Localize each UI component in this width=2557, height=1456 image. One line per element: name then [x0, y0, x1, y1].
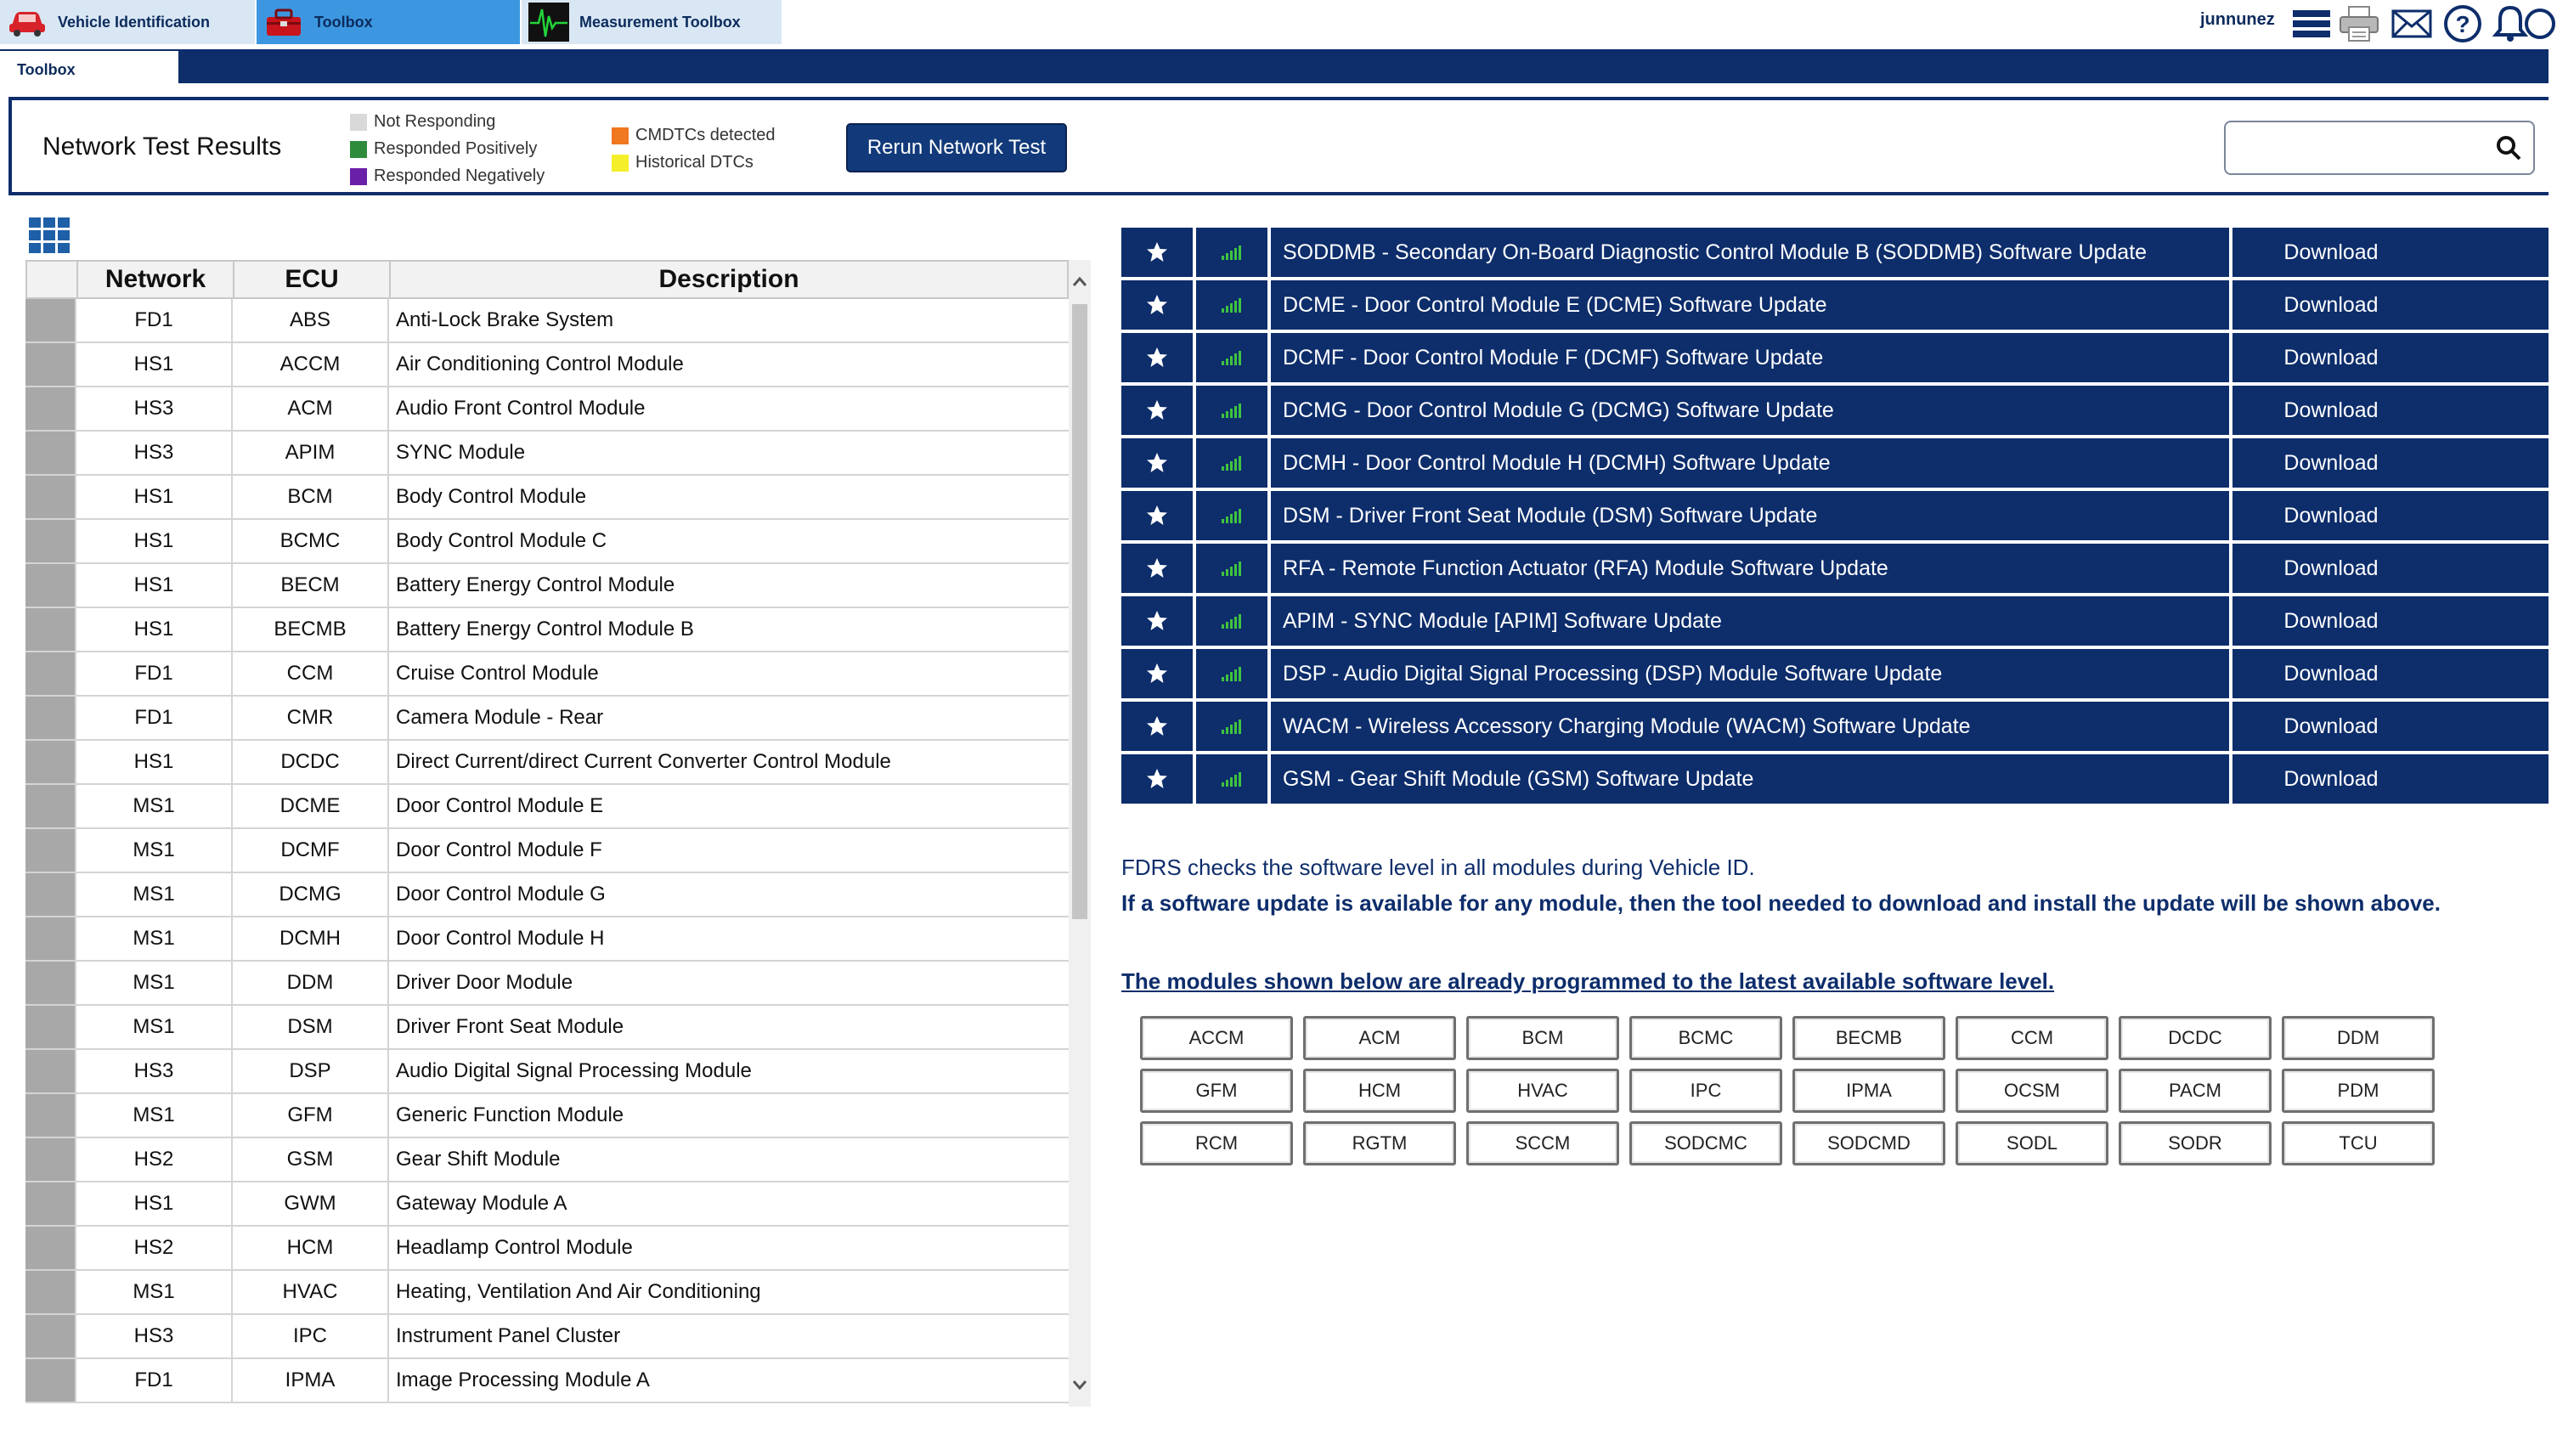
favorite-star-icon[interactable]: [1121, 596, 1196, 646]
update-description: DCMH - Door Control Module H (DCMH) Software Update: [1271, 438, 2232, 488]
cell-network: HS3: [76, 1315, 233, 1357]
settings-icon[interactable]: [2532, 5, 2549, 42]
update-row[interactable]: [1121, 438, 2549, 488]
search-input[interactable]: [2236, 133, 2482, 163]
toolbox-icon: [262, 3, 306, 42]
update-row[interactable]: [1121, 702, 2549, 751]
signal-strength-icon: [1196, 333, 1271, 382]
status-indicator: [25, 432, 76, 474]
column-header-ecu[interactable]: ECU: [234, 262, 391, 297]
cell-description: Body Control Module: [396, 485, 587, 508]
printer-icon[interactable]: [2338, 5, 2380, 42]
table-body: [25, 299, 1069, 1403]
cell-network: MS1: [76, 1271, 233, 1313]
cell-ecu: DSP: [233, 1050, 389, 1092]
module-button[interactable]: RGTM: [1303, 1121, 1456, 1165]
update-row[interactable]: [1121, 280, 2549, 330]
update-row[interactable]: [1121, 544, 2549, 593]
legend-label: Responded Negatively: [374, 166, 545, 185]
tab-measurement-toolbox[interactable]: [522, 0, 782, 44]
module-button[interactable]: SODR: [2119, 1121, 2272, 1165]
table-row[interactable]: [25, 873, 1069, 917]
status-indicator: [25, 741, 76, 783]
cell-description: Camera Module - Rear: [396, 706, 604, 729]
module-button[interactable]: BECMB: [1792, 1016, 1945, 1060]
cell-ecu: ACCM: [233, 343, 389, 386]
cell-network: MS1: [76, 1094, 233, 1137]
cell-network: HS1: [76, 741, 233, 783]
table-row[interactable]: [25, 697, 1069, 741]
column-header-status: [27, 262, 78, 297]
status-indicator: [25, 962, 76, 1004]
column-header-network[interactable]: Network: [78, 262, 234, 297]
favorite-star-icon[interactable]: [1121, 280, 1196, 330]
update-description: RFA - Remote Function Actuator (RFA) Module Software Update: [1271, 544, 2232, 593]
module-button[interactable]: SODCMC: [1629, 1121, 1782, 1165]
legend-swatch: [612, 155, 629, 172]
status-indicator: [25, 608, 76, 651]
favorite-star-icon[interactable]: [1121, 491, 1196, 540]
table-row[interactable]: [25, 1138, 1069, 1182]
cell-description: Audio Front Control Module: [396, 397, 646, 420]
favorite-star-icon[interactable]: [1121, 649, 1196, 698]
status-indicator: [25, 652, 76, 695]
table-row[interactable]: [25, 1271, 1069, 1315]
table-row[interactable]: [25, 520, 1069, 564]
programmed-modules-grid: [1140, 1016, 2436, 1165]
download-button[interactable]: Download: [2283, 345, 2379, 370]
cell-network: FD1: [76, 1359, 233, 1402]
signal-strength-icon: [1196, 702, 1271, 751]
cell-ecu: APIM: [233, 432, 389, 474]
cell-ecu: BECMB: [233, 608, 389, 651]
cell-description: Gear Shift Module: [396, 1148, 561, 1171]
table-row[interactable]: [25, 343, 1069, 387]
status-indicator: [25, 1182, 76, 1225]
cell-description: Driver Front Seat Module: [396, 1015, 624, 1038]
cell-ecu: DDM: [233, 962, 389, 1004]
cell-ecu: BCM: [233, 476, 389, 518]
cell-network: HS3: [76, 1050, 233, 1092]
column-header-description[interactable]: Description: [658, 265, 799, 293]
legend-cmdtcs-detected: [612, 126, 776, 145]
legend-responded-negatively: [350, 166, 545, 186]
favorite-star-icon[interactable]: [1121, 228, 1196, 277]
table-row[interactable]: [25, 299, 1069, 343]
cell-description: Driver Door Module: [396, 971, 573, 994]
search-icon[interactable]: [2496, 135, 2521, 165]
svg-text:?: ?: [2455, 11, 2470, 37]
table-row[interactable]: [25, 564, 1069, 608]
sub-tab-toolbox[interactable]: Toolbox: [0, 51, 178, 83]
module-button[interactable]: IPC: [1629, 1069, 1782, 1113]
module-button[interactable]: ACM: [1303, 1016, 1456, 1060]
module-button[interactable]: CCM: [1956, 1016, 2108, 1060]
status-indicator: [25, 1315, 76, 1357]
cell-description: Cruise Control Module: [396, 662, 599, 685]
legend-swatch: [350, 114, 367, 131]
cell-description: Direct Current/direct Current Converter Control Module: [396, 750, 891, 773]
update-description: DCMG - Door Control Module G (DCMG) Software Update: [1271, 386, 2232, 435]
cell-ecu: HCM: [233, 1227, 389, 1269]
table-row[interactable]: [25, 1315, 1069, 1359]
cell-ecu: DSM: [233, 1006, 389, 1048]
module-button[interactable]: RCM: [1140, 1121, 1293, 1165]
module-button[interactable]: DDM: [2282, 1016, 2435, 1060]
module-button[interactable]: OCSM: [1956, 1069, 2108, 1113]
update-row[interactable]: [1121, 333, 2549, 382]
cell-ecu: IPC: [233, 1315, 389, 1357]
table-header: [25, 260, 1069, 299]
legend-not-responding: [350, 112, 495, 132]
cell-ecu: GFM: [233, 1094, 389, 1137]
app-tab-bar: [0, 0, 2549, 48]
status-indicator: [25, 1094, 76, 1137]
cell-network: HS2: [76, 1227, 233, 1269]
module-button[interactable]: SCCM: [1466, 1121, 1619, 1165]
info-software-check: FDRS checks the software level in all modules during Vehicle ID.: [1121, 855, 1755, 880]
update-description: DSM - Driver Front Seat Module (DSM) Software Update: [1271, 491, 2232, 540]
table-row[interactable]: [25, 917, 1069, 962]
signal-strength-icon: [1196, 754, 1271, 804]
cell-description: Anti-Lock Brake System: [396, 308, 614, 331]
status-indicator: [25, 873, 76, 916]
status-indicator: [25, 917, 76, 960]
table-row[interactable]: [25, 1227, 1069, 1271]
cell-network: MS1: [76, 829, 233, 872]
table-row[interactable]: [25, 387, 1069, 432]
legend-label: Not Responding: [374, 112, 496, 131]
scrollbar-thumb[interactable]: [1072, 304, 1087, 919]
download-button[interactable]: Download: [2283, 240, 2379, 264]
table-row[interactable]: [25, 1182, 1069, 1227]
cell-description: Instrument Panel Cluster: [396, 1324, 621, 1347]
signal-strength-icon: [1196, 438, 1271, 488]
cell-network: FD1: [76, 697, 233, 739]
table-row[interactable]: [25, 1006, 1069, 1050]
legend-label: Responded Positively: [374, 139, 538, 158]
status-indicator: [25, 520, 76, 562]
cell-network: HS1: [76, 343, 233, 386]
status-indicator: [25, 476, 76, 518]
info-update-available: If a software update is available for any module, then the tool needed to download and install the update will be shown above.: [1121, 890, 2441, 916]
cell-description: SYNC Module: [396, 441, 526, 464]
cell-ecu: HVAC: [233, 1271, 389, 1313]
module-button[interactable]: PDM: [2282, 1069, 2435, 1113]
scroll-down-icon[interactable]: [1069, 1373, 1091, 1398]
cell-ecu: BCMC: [233, 520, 389, 562]
cell-description: Heating, Ventilation And Air Conditioning: [396, 1280, 761, 1303]
update-description: DCME - Door Control Module E (DCME) Software Update: [1271, 280, 2232, 330]
module-button[interactable]: TCU: [2282, 1121, 2435, 1165]
grid-view-icon[interactable]: [29, 217, 70, 253]
scroll-up-icon[interactable]: [1069, 268, 1091, 294]
cell-ecu: GWM: [233, 1182, 389, 1225]
signal-strength-icon: [1196, 491, 1271, 540]
legend-responded-positively: [350, 139, 537, 159]
car-icon: [5, 3, 49, 42]
download-button[interactable]: Download: [2283, 398, 2379, 422]
legend-swatch: [350, 141, 367, 158]
module-button[interactable]: IPMA: [1792, 1069, 1945, 1113]
tab-toolbox[interactable]: [257, 0, 520, 44]
status-indicator: [25, 1006, 76, 1048]
cell-ecu: ABS: [233, 299, 389, 341]
legend-label: CMDTCs detected: [635, 126, 776, 144]
oscilloscope-icon: [527, 3, 571, 42]
table-row[interactable]: [25, 741, 1069, 785]
cell-description: Headlamp Control Module: [396, 1236, 633, 1259]
update-row[interactable]: [1121, 596, 2549, 646]
signal-strength-icon: [1196, 544, 1271, 593]
legend-label: Historical DTCs: [635, 153, 754, 172]
cell-ecu: CMR: [233, 697, 389, 739]
module-button[interactable]: DCDC: [2119, 1016, 2272, 1060]
status-indicator: [25, 1227, 76, 1269]
cell-network: HS1: [76, 476, 233, 518]
legend-swatch: [612, 127, 629, 144]
table-scrollbar[interactable]: [1069, 260, 1091, 1407]
update-description: WACM - Wireless Accessory Charging Module (WACM) Software Update: [1271, 702, 2232, 751]
cell-network: FD1: [76, 652, 233, 695]
status-indicator: [25, 1138, 76, 1181]
cell-ecu: BECM: [233, 564, 389, 607]
table-row[interactable]: [25, 962, 1069, 1006]
favorite-star-icon[interactable]: [1121, 702, 1196, 751]
module-button[interactable]: HVAC: [1466, 1069, 1619, 1113]
cell-description: Battery Energy Control Module B: [396, 618, 694, 641]
table-row[interactable]: [25, 432, 1069, 476]
signal-strength-icon: [1196, 596, 1271, 646]
software-update-list: [1121, 240, 2549, 821]
update-description: GSM - Gear Shift Module (GSM) Software Update: [1271, 754, 2232, 804]
cell-ecu: DCME: [233, 785, 389, 827]
cell-ecu: DCMF: [233, 829, 389, 872]
module-button[interactable]: GFM: [1140, 1069, 1293, 1113]
cell-network: HS1: [76, 608, 233, 651]
table-row[interactable]: [25, 476, 1069, 520]
legend-historical-dtcs: [612, 153, 754, 172]
table-row[interactable]: [25, 1359, 1069, 1403]
table-row[interactable]: [25, 785, 1069, 829]
page-title: Network Test Results: [42, 133, 282, 161]
search-box: [2224, 121, 2535, 175]
table-row[interactable]: [25, 652, 1069, 697]
help-icon[interactable]: [2441, 5, 2484, 42]
favorite-star-icon[interactable]: [1121, 438, 1196, 488]
tab-label: Vehicle Identification: [58, 13, 211, 31]
cell-description: Battery Energy Control Module: [396, 573, 675, 596]
signal-strength-icon: [1196, 386, 1271, 435]
download-button[interactable]: Download: [2283, 714, 2379, 738]
cell-description: Door Control Module H: [396, 927, 605, 950]
status-indicator: [25, 829, 76, 872]
update-description: SODDMB - Secondary On-Board Diagnostic Control Module B (SODDMB) Software Update: [1271, 228, 2232, 277]
update-row[interactable]: [1121, 649, 2549, 698]
favorite-star-icon[interactable]: [1121, 386, 1196, 435]
download-button[interactable]: Download: [2283, 661, 2379, 686]
table-row[interactable]: [25, 829, 1069, 873]
update-description: APIM - SYNC Module [APIM] Software Update: [1271, 596, 2232, 646]
favorite-star-icon[interactable]: [1121, 333, 1196, 382]
cell-description: Gateway Module A: [396, 1192, 567, 1215]
table-row[interactable]: [25, 608, 1069, 652]
signal-strength-icon: [1196, 649, 1271, 698]
module-button[interactable]: ACCM: [1140, 1016, 1293, 1060]
status-indicator: [25, 1050, 76, 1092]
tab-vehicle-identification[interactable]: [0, 0, 255, 44]
signal-strength-icon: [1196, 280, 1271, 330]
cell-description: Door Control Module E: [396, 794, 604, 817]
cell-description: Generic Function Module: [396, 1103, 624, 1126]
menu-icon[interactable]: [2290, 5, 2333, 42]
cell-ecu: GSM: [233, 1138, 389, 1181]
cell-network: MS1: [76, 917, 233, 960]
table-row[interactable]: [25, 1050, 1069, 1094]
status-indicator: [25, 697, 76, 739]
cell-network: HS2: [76, 1138, 233, 1181]
favorite-star-icon[interactable]: [1121, 754, 1196, 804]
cell-ecu: CCM: [233, 652, 389, 695]
cell-network: HS3: [76, 387, 233, 430]
update-row[interactable]: [1121, 491, 2549, 540]
module-button[interactable]: SODL: [1956, 1121, 2108, 1165]
status-indicator: [25, 343, 76, 386]
download-button[interactable]: Download: [2283, 556, 2379, 580]
download-button[interactable]: Download: [2283, 292, 2379, 317]
info-programmed-modules-heading: The modules shown below are already programmed to the latest available software level.: [1121, 968, 2055, 994]
cell-description: Air Conditioning Control Module: [396, 353, 684, 375]
cell-network: MS1: [76, 785, 233, 827]
cell-network: HS1: [76, 1182, 233, 1225]
table-row[interactable]: [25, 1094, 1069, 1138]
update-description: DSP - Audio Digital Signal Processing (DSP) Module Software Update: [1271, 649, 2232, 698]
status-indicator: [25, 299, 76, 341]
signal-strength-icon: [1196, 228, 1271, 277]
favorite-star-icon[interactable]: [1121, 544, 1196, 593]
cell-description: Body Control Module C: [396, 529, 607, 552]
username[interactable]: junnunez: [2200, 10, 2275, 29]
tab-label: Measurement Toolbox: [579, 13, 741, 31]
network-test-header: [8, 97, 2549, 195]
cell-network: MS1: [76, 873, 233, 916]
module-button[interactable]: HCM: [1303, 1069, 1456, 1113]
cell-ecu: ACM: [233, 387, 389, 430]
cell-ecu: DCMH: [233, 917, 389, 960]
cell-description: Door Control Module F: [396, 838, 602, 861]
status-indicator: [25, 387, 76, 430]
module-button[interactable]: PACM: [2119, 1069, 2272, 1113]
update-description: DCMF - Door Control Module F (DCMF) Software Update: [1271, 333, 2232, 382]
cell-network: HS1: [76, 520, 233, 562]
mail-icon[interactable]: [2390, 5, 2433, 42]
download-button[interactable]: Download: [2283, 608, 2379, 633]
cell-ecu: DCMG: [233, 873, 389, 916]
download-button[interactable]: Download: [2283, 766, 2379, 791]
cell-network: HS3: [76, 432, 233, 474]
status-indicator: [25, 1359, 76, 1402]
cell-network: MS1: [76, 962, 233, 1004]
cell-network: HS1: [76, 564, 233, 607]
cell-ecu: DCDC: [233, 741, 389, 783]
module-button[interactable]: SODCMD: [1792, 1121, 1945, 1165]
sub-tab-bar: [0, 49, 2549, 83]
download-button[interactable]: Download: [2283, 450, 2379, 475]
status-indicator: [25, 1271, 76, 1313]
network-test-table: [25, 260, 1091, 1407]
legend-swatch: [350, 168, 367, 185]
cell-network: MS1: [76, 1006, 233, 1048]
cell-ecu: IPMA: [233, 1359, 389, 1402]
cell-description: Image Processing Module A: [396, 1369, 650, 1391]
tab-label: Toolbox: [314, 13, 373, 31]
status-indicator: [25, 564, 76, 607]
download-button[interactable]: Download: [2283, 503, 2379, 528]
rerun-network-test-button[interactable]: Rerun Network Test: [846, 123, 1067, 172]
cell-network: FD1: [76, 299, 233, 341]
cell-description: Door Control Module G: [396, 883, 606, 906]
update-row[interactable]: [1121, 386, 2549, 435]
status-indicator: [25, 785, 76, 827]
cell-description: Audio Digital Signal Processing Module: [396, 1059, 752, 1082]
module-button[interactable]: BCM: [1466, 1016, 1619, 1060]
update-row[interactable]: [1121, 754, 2549, 804]
update-row[interactable]: [1121, 228, 2549, 277]
module-button[interactable]: BCMC: [1629, 1016, 1782, 1060]
